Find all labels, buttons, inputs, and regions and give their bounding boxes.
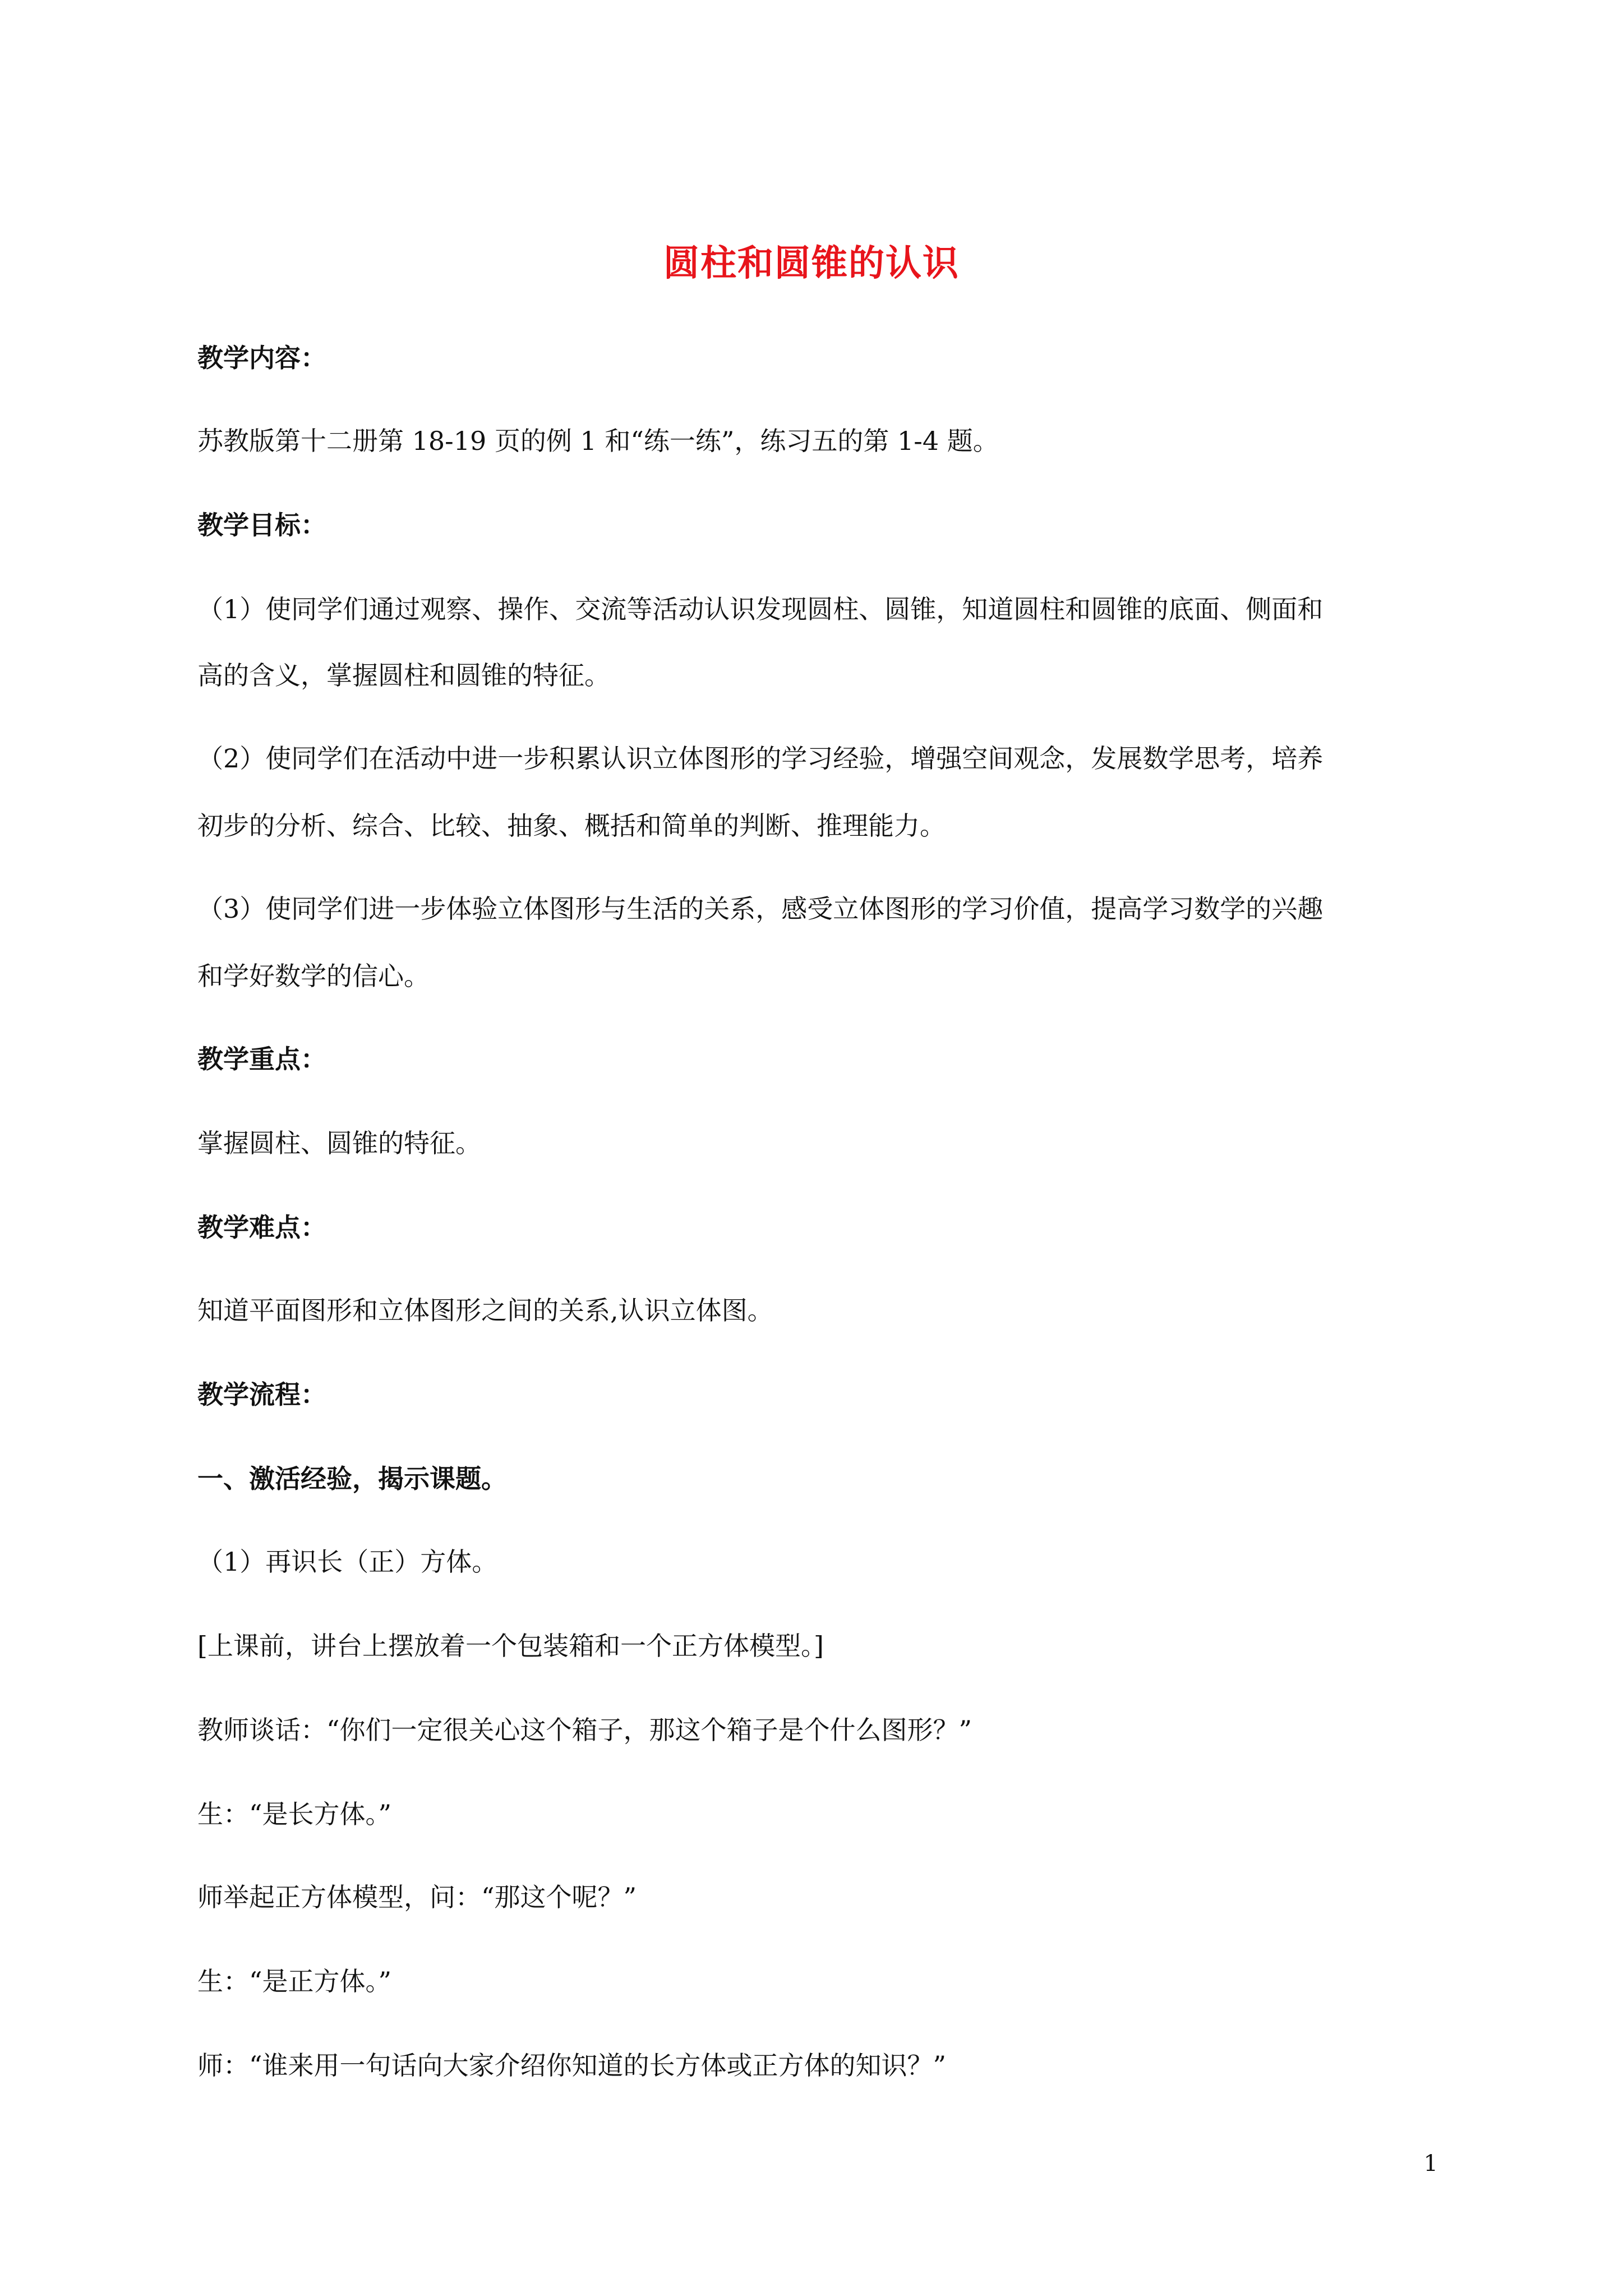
heading-teaching-goals: 教学目标： xyxy=(197,510,326,540)
dialog-line-2: 生：“是长方体。” xyxy=(197,1799,392,1829)
heading-teaching-content: 教学内容： xyxy=(197,343,326,373)
dialog-line-1: 教师谈话：“你们一定很关心这个箱子，那这个箱子是个什么图形？” xyxy=(197,1715,972,1745)
dialog-line-5: 师：“谁来用一句话向大家介绍你知道的长方体或正方体的知识？” xyxy=(197,2050,947,2081)
page-number: 1 xyxy=(1423,2151,1438,2177)
key-points-text: 掌握圆柱、圆锥的特征。 xyxy=(197,1128,481,1158)
teaching-content-text: 苏教版第十二册第 18-19 页的例 1 和“练一练”，练习五的第 1-4 题。 xyxy=(197,426,999,456)
dialog-line-3: 师举起正方体模型，问：“那这个呢？” xyxy=(197,1882,637,1912)
heading-teaching-process: 教学流程： xyxy=(197,1379,326,1410)
goal-1-line-1: （1）使同学们通过观察、操作、交流等活动认识发现圆柱、圆锥，知道圆柱和圆锥的底面、侧面和 xyxy=(197,594,1324,624)
goal-2-line-1: （2）使同学们在活动中进一步积累认识立体图形的学习经验，增强空间观念，发展数学思考，培养 xyxy=(197,743,1324,774)
goal-2-line-2: 初步的分析、综合、比较、抽象、概括和简单的判断、推理能力。 xyxy=(197,811,946,841)
heading-key-points: 教学重点： xyxy=(197,1044,326,1074)
step-1-heading: 一、激活经验，揭示课题。 xyxy=(197,1464,507,1494)
dialog-line-4: 生：“是正方体。” xyxy=(197,1966,392,1996)
goal-3-line-1: （3）使同学们进一步体验立体图形与生活的关系，感受立体图形的学习价值，提高学习数学的兴趣 xyxy=(197,894,1324,924)
goal-1-line-2: 高的含义，掌握圆柱和圆锥的特征。 xyxy=(197,660,610,691)
goal-3-line-2: 和学好数学的信心。 xyxy=(197,961,430,991)
stage-note: [上课前，讲台上摆放着一个包装箱和一个正方体模型。] xyxy=(197,1631,824,1661)
document-title: 圆柱和圆锥的认识 xyxy=(663,242,960,284)
difficulties-text: 知道平面图形和立体图形之间的关系,认识立体图。 xyxy=(197,1295,773,1326)
heading-difficulties: 教学难点： xyxy=(197,1212,326,1243)
step-1-subheading: （1）再识长（正）方体。 xyxy=(197,1547,498,1577)
